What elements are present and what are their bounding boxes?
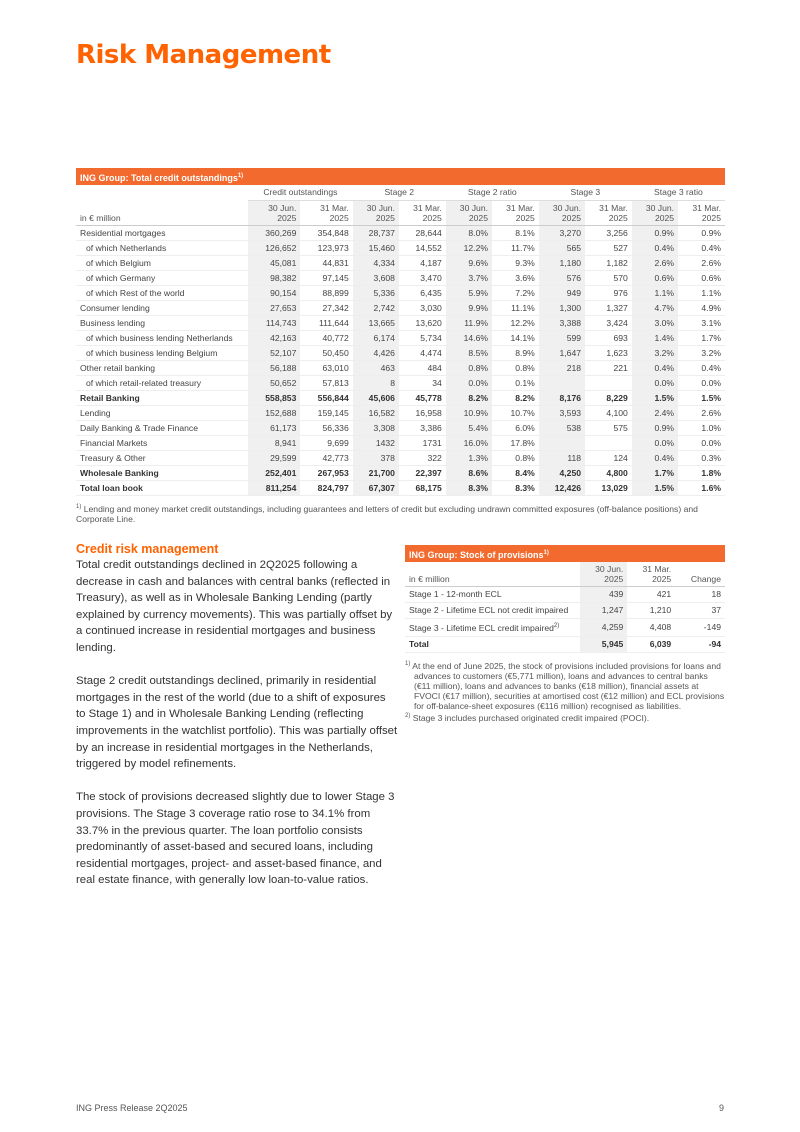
credit-table-footnote	[76, 502, 725, 524]
cell-value: 5.4%	[446, 421, 492, 436]
cell-value: 126,652	[248, 241, 300, 256]
row-label: of which Germany	[76, 271, 248, 286]
cell-value: 10.7%	[492, 406, 539, 421]
date-header: 30 Jun. 2025	[353, 201, 399, 226]
cell-value: 1.0%	[678, 421, 725, 436]
table-row	[76, 331, 725, 346]
cell-value: 463	[353, 361, 399, 376]
cell-value: 17.8%	[492, 436, 539, 451]
provisions-footnotes	[405, 659, 725, 723]
table-row	[76, 256, 725, 271]
footnote-marker: 1)	[76, 504, 82, 510]
cell-value: 3.1%	[678, 316, 725, 331]
cell-value: 111,644	[300, 316, 352, 331]
cell-value: 3,424	[585, 316, 632, 331]
provisions-footnote	[405, 659, 725, 711]
cell-value: 0.4%	[632, 241, 678, 256]
cell-value: 8,176	[539, 391, 585, 406]
cell-value: 61,173	[248, 421, 300, 436]
table-row	[76, 391, 725, 406]
cell-value: 360,269	[248, 226, 300, 241]
row-label: of which Belgium	[76, 256, 248, 271]
table-row	[76, 466, 725, 481]
cell-value: 570	[585, 271, 632, 286]
cell-value: 12.2%	[446, 241, 492, 256]
date-header: 30 Jun. 2025	[248, 201, 300, 226]
paragraph: Total credit outstandings declined in 2Q2025 following a decrease in cash and balances with central banks (reflected in Treasury), as well as in Wholesale Banking Lending (partly explained by currency movements). This was partially offset by a continued increase in residential mortgages and business lending.	[76, 559, 393, 654]
cell-value: 27,653	[248, 301, 300, 316]
cell-value: 88,899	[300, 286, 352, 301]
cell-value	[585, 376, 632, 391]
cell-value: 2,742	[353, 301, 399, 316]
row-label: Other retail banking	[76, 361, 248, 376]
cell-value: 1.7%	[678, 331, 725, 346]
cell-value: 2.6%	[678, 406, 725, 421]
cell-value: 2.6%	[632, 256, 678, 271]
row-label: Daily Banking & Trade Finance	[76, 421, 248, 436]
cell-value: 484	[399, 361, 446, 376]
cell-value: 97,145	[300, 271, 352, 286]
cell-value: 3.6%	[492, 271, 539, 286]
cell-value: 14.6%	[446, 331, 492, 346]
cell-value: 13,665	[353, 316, 399, 331]
provisions-table-title	[405, 545, 725, 562]
cell-value: 16,582	[353, 406, 399, 421]
credit-table-title-text: ING Group: Total credit outstandings	[80, 173, 238, 183]
row-label: Consumer lending	[76, 301, 248, 316]
cell-value: 56,336	[300, 421, 352, 436]
row-label-text: Stage 2 - Lifetime ECL not credit impaired	[409, 605, 569, 615]
cell-value: 3.2%	[678, 346, 725, 361]
cell-value: 3,308	[353, 421, 399, 436]
row-label	[405, 603, 580, 619]
cell-value: 0.9%	[632, 226, 678, 241]
cell-value: 8	[353, 376, 399, 391]
date-header: 31 Mar. 2025	[492, 201, 539, 226]
row-label-text: Stage 3 - Lifetime ECL credit impaired	[409, 622, 554, 633]
cell-value: 3,608	[353, 271, 399, 286]
cell-value: 824,797	[300, 481, 352, 496]
cell-value: 50,652	[248, 376, 300, 391]
blank-cell	[76, 185, 248, 201]
credit-outstandings-table-block	[76, 168, 725, 524]
provisions-table-title-sup: 1)	[543, 550, 549, 556]
table-row	[76, 346, 725, 361]
cell-value	[539, 436, 585, 451]
cell-value: 9.6%	[446, 256, 492, 271]
cell-value: 13,620	[399, 316, 446, 331]
row-label: of which business lending Belgium	[76, 346, 248, 361]
cell-value: 8,229	[585, 391, 632, 406]
cell-value: 28,644	[399, 226, 446, 241]
cell-value: 57,813	[300, 376, 352, 391]
cell-value: 421	[627, 587, 675, 603]
table-row	[76, 361, 725, 376]
cell-value: 575	[585, 421, 632, 436]
cell-value: 1432	[353, 436, 399, 451]
cell-value: 6,174	[353, 331, 399, 346]
cell-value: 8.2%	[492, 391, 539, 406]
cell-value: 556,844	[300, 391, 352, 406]
date-header: 30 Jun. 2025	[539, 201, 585, 226]
cell-value: 44,831	[300, 256, 352, 271]
cell-value: 0.6%	[678, 271, 725, 286]
cell-value: 15,460	[353, 241, 399, 256]
cell-value: 252,401	[248, 466, 300, 481]
cell-value: 12,426	[539, 481, 585, 496]
cell-value: 0.0%	[632, 376, 678, 391]
cell-value: 4,187	[399, 256, 446, 271]
cell-value: 0.8%	[492, 361, 539, 376]
cell-value: 124	[585, 451, 632, 466]
cell-value: 5,734	[399, 331, 446, 346]
cell-value: 50,450	[300, 346, 352, 361]
table-row	[76, 226, 725, 241]
cell-value: 693	[585, 331, 632, 346]
date-header: 30 Jun. 2025	[632, 201, 678, 226]
row-label: of which Rest of the world	[76, 286, 248, 301]
cell-value: 1.7%	[632, 466, 678, 481]
row-label: of which business lending Netherlands	[76, 331, 248, 346]
cell-value: 14,552	[399, 241, 446, 256]
date-header: 30 Jun. 2025	[446, 201, 492, 226]
cell-value: 4.7%	[632, 301, 678, 316]
table-row	[405, 603, 725, 619]
cell-value: 439	[580, 587, 627, 603]
row-label: Retail Banking	[76, 391, 248, 406]
credit-table-title	[76, 168, 725, 185]
cell-value: 13,029	[585, 481, 632, 496]
row-label-text: Total	[409, 638, 429, 649]
cell-value: 8.9%	[492, 346, 539, 361]
footnote-marker: 1)	[405, 660, 411, 667]
footnote-text: At the end of June 2025, the stock of provisions included provisions for loans and advances to customers (€5,771 million), loans and advances to central banks (€11 million), loans and advances to banks (€18 million), financial assets at FVOCI (€17 million), securities at amortised cost (€12 million) and ECL provisions for off-balance-sheet exposures (€116 million) recognised as liabilities.	[412, 660, 725, 711]
cell-value: 558,853	[248, 391, 300, 406]
cell-value: 5.9%	[446, 286, 492, 301]
cell-value: 1.1%	[632, 286, 678, 301]
cell-value: 6.0%	[492, 421, 539, 436]
cell-value: 3.0%	[632, 316, 678, 331]
cell-value: 18	[675, 587, 725, 603]
cell-value: 22,397	[399, 466, 446, 481]
cell-value: 0.0%	[678, 376, 725, 391]
cell-value: 8.5%	[446, 346, 492, 361]
credit-risk-section	[76, 542, 398, 905]
cell-value: 10.9%	[446, 406, 492, 421]
table-row	[76, 421, 725, 436]
cell-value: 9,699	[300, 436, 352, 451]
cell-value: 42,163	[248, 331, 300, 346]
group-header: Credit outstandings	[248, 185, 353, 201]
date-header: 31 Mar. 2025	[399, 201, 446, 226]
row-label: Lending	[76, 406, 248, 421]
cell-value: 976	[585, 286, 632, 301]
page-number: 9	[718, 1103, 724, 1113]
credit-table-title-sup: 1)	[237, 173, 244, 179]
cell-value: 3,256	[585, 226, 632, 241]
cell-value: 218	[539, 361, 585, 376]
row-label	[405, 636, 580, 652]
row-label: Financial Markets	[76, 436, 248, 451]
footnote-marker: 2)	[405, 712, 411, 719]
cell-value: 0.9%	[632, 421, 678, 436]
cell-value: 9.9%	[446, 301, 492, 316]
row-label-text: Stage 1 - 12-month ECL	[409, 589, 502, 599]
cell-value: 527	[585, 241, 632, 256]
cell-value: 8.0%	[446, 226, 492, 241]
cell-value: 45,606	[353, 391, 399, 406]
cell-value: 378	[353, 451, 399, 466]
cell-value: 4,408	[627, 619, 675, 637]
row-label: Treasury & Other	[76, 451, 248, 466]
cell-value: 12.2%	[492, 316, 539, 331]
row-label: of which Netherlands	[76, 241, 248, 256]
group-header: Stage 3 ratio	[632, 185, 725, 201]
cell-value: 29,599	[248, 451, 300, 466]
date-header: 31 Mar. 2025	[585, 201, 632, 226]
cell-value: 811,254	[248, 481, 300, 496]
cell-value: 40,772	[300, 331, 352, 346]
row-label	[405, 587, 580, 603]
table-row	[76, 451, 725, 466]
cell-value: 1.8%	[678, 466, 725, 481]
cell-value	[585, 436, 632, 451]
column-header: Change	[675, 562, 725, 587]
date-header: 31 Mar. 2025	[678, 201, 725, 226]
cell-value: 3,388	[539, 316, 585, 331]
cell-value: 4,259	[580, 619, 627, 637]
cell-value: 1.5%	[632, 481, 678, 496]
cell-value: 1731	[399, 436, 446, 451]
cell-value: 2.4%	[632, 406, 678, 421]
cell-value: 63,010	[300, 361, 352, 376]
cell-value: 0.9%	[678, 226, 725, 241]
cell-value: 1,300	[539, 301, 585, 316]
provisions-table-title-text: ING Group: Stock of provisions	[409, 550, 544, 560]
cell-value: -149	[675, 619, 725, 637]
cell-value: 3.2%	[632, 346, 678, 361]
table-row	[76, 376, 725, 391]
cell-value: 7.2%	[492, 286, 539, 301]
cell-value: 0.4%	[632, 451, 678, 466]
row-label	[405, 619, 580, 637]
cell-value: 0.4%	[678, 361, 725, 376]
cell-value: 6,039	[627, 636, 675, 652]
table-row	[76, 301, 725, 316]
cell-value: 4,100	[585, 406, 632, 421]
table-row	[76, 316, 725, 331]
cell-value: 949	[539, 286, 585, 301]
cell-value: 4,334	[353, 256, 399, 271]
row-label: Residential mortgages	[76, 226, 248, 241]
cell-value: 14.1%	[492, 331, 539, 346]
cell-value: 16.0%	[446, 436, 492, 451]
row-label: Total loan book	[76, 481, 248, 496]
cell-value: 0.3%	[678, 451, 725, 466]
column-header: 30 Jun. 2025	[580, 562, 627, 587]
cell-value: 11.7%	[492, 241, 539, 256]
cell-value: 0.1%	[492, 376, 539, 391]
group-header: Stage 2 ratio	[446, 185, 539, 201]
cell-value: 4,426	[353, 346, 399, 361]
cell-value: 0.0%	[678, 436, 725, 451]
group-header: Stage 2	[353, 185, 446, 201]
section-heading: Credit risk management	[76, 542, 219, 556]
cell-value: 6,435	[399, 286, 446, 301]
cell-value: 576	[539, 271, 585, 286]
cell-value: 16,958	[399, 406, 446, 421]
cell-value: 159,145	[300, 406, 352, 421]
cell-value: 0.8%	[492, 451, 539, 466]
cell-value: 67,307	[353, 481, 399, 496]
cell-value: 8.4%	[492, 466, 539, 481]
cell-value: 21,700	[353, 466, 399, 481]
cell-value: 267,953	[300, 466, 352, 481]
cell-value: 1.5%	[632, 391, 678, 406]
table-row	[76, 286, 725, 301]
cell-value: 1.5%	[678, 391, 725, 406]
sub-header-row	[76, 201, 725, 226]
cell-value: 52,107	[248, 346, 300, 361]
cell-value: 1,247	[580, 603, 627, 619]
cell-value: 0.4%	[632, 361, 678, 376]
row-label: of which retail-related treasury	[76, 376, 248, 391]
cell-value: 1.4%	[632, 331, 678, 346]
date-header: 31 Mar. 2025	[300, 201, 352, 226]
cell-value: 3,470	[399, 271, 446, 286]
paragraph: Stage 2 credit outstandings declined, primarily in residential mortgages in the rest of the world (due to a shift of exposures to Stage 1) and in Wholesale Banking Lending (reflecting improvements in the watchlist portfolio). This was partially offset by an increase in residential mortgages in the Netherlands, triggered by model refinements.	[76, 675, 398, 771]
cell-value: 98,382	[248, 271, 300, 286]
unit-label: in € million	[76, 201, 248, 226]
cell-value: 11.1%	[492, 301, 539, 316]
cell-value: 1.1%	[678, 286, 725, 301]
table-row	[76, 481, 725, 496]
cell-value: 3,593	[539, 406, 585, 421]
cell-value: 1,623	[585, 346, 632, 361]
paragraph: The stock of provisions decreased slightly due to lower Stage 3 provisions. The Stage 3 coverage ratio rose to 34.1% from 33.7% in the previous quarter. The loan portfolio consists predominantly of asset-based and secured loans, including residential mortgages, project- and asset-based finance, and real estate finance, with generally low loan-to-value ratios.	[76, 791, 395, 887]
cell-value: 8,941	[248, 436, 300, 451]
cell-value: 8.1%	[492, 226, 539, 241]
column-header: 31 Mar. 2025	[627, 562, 675, 587]
provisions-footnote	[405, 711, 725, 723]
cell-value: 4,250	[539, 466, 585, 481]
credit-outstandings-table	[76, 185, 725, 496]
table-row	[405, 619, 725, 637]
cell-value	[539, 376, 585, 391]
cell-value: 8.6%	[446, 466, 492, 481]
table-row	[76, 271, 725, 286]
cell-value: 5,336	[353, 286, 399, 301]
table-row	[76, 436, 725, 451]
cell-value: 9.3%	[492, 256, 539, 271]
cell-value: 322	[399, 451, 446, 466]
page-title: Risk Management	[76, 40, 331, 70]
provisions-table	[405, 562, 725, 653]
cell-value: 90,154	[248, 286, 300, 301]
cell-value: 5,945	[580, 636, 627, 652]
cell-value: 0.6%	[632, 271, 678, 286]
cell-value: 1.3%	[446, 451, 492, 466]
group-header-row	[76, 185, 725, 201]
header-row	[405, 562, 725, 587]
cell-value: 0.0%	[632, 436, 678, 451]
cell-value: 1,182	[585, 256, 632, 271]
cell-value: 8.3%	[446, 481, 492, 496]
cell-value: 27,342	[300, 301, 352, 316]
cell-value: 0.0%	[446, 376, 492, 391]
cell-value: 2.6%	[678, 256, 725, 271]
group-header: Stage 3	[539, 185, 632, 201]
cell-value: 1,180	[539, 256, 585, 271]
cell-value: 42,773	[300, 451, 352, 466]
cell-value: -94	[675, 636, 725, 652]
cell-value: 28,737	[353, 226, 399, 241]
cell-value: 123,973	[300, 241, 352, 256]
cell-value: 599	[539, 331, 585, 346]
table-row	[76, 241, 725, 256]
cell-value: 354,848	[300, 226, 352, 241]
footnote-text: Stage 3 includes purchased originated credit impaired (POCI).	[412, 712, 650, 723]
cell-value: 11.9%	[446, 316, 492, 331]
cell-value: 4,800	[585, 466, 632, 481]
cell-value: 152,688	[248, 406, 300, 421]
cell-value: 118	[539, 451, 585, 466]
unit-label: in € million	[405, 562, 580, 587]
footnote-marker: 2)	[553, 623, 560, 629]
cell-value: 34	[399, 376, 446, 391]
footer-publication: ING Press Release 2Q2025	[76, 1103, 188, 1113]
cell-value: 45,778	[399, 391, 446, 406]
cell-value: 3,270	[539, 226, 585, 241]
cell-value: 0.4%	[678, 241, 725, 256]
cell-value: 3.7%	[446, 271, 492, 286]
cell-value: 1,210	[627, 603, 675, 619]
cell-value: 8.3%	[492, 481, 539, 496]
cell-value: 0.8%	[446, 361, 492, 376]
row-label: Business lending	[76, 316, 248, 331]
cell-value: 1,647	[539, 346, 585, 361]
table-row	[405, 587, 725, 603]
cell-value: 114,743	[248, 316, 300, 331]
table-row	[76, 406, 725, 421]
table-row	[405, 636, 725, 652]
cell-value: 4,474	[399, 346, 446, 361]
cell-value: 1,327	[585, 301, 632, 316]
cell-value: 1.6%	[678, 481, 725, 496]
footnote-text: Lending and money market credit outstandings, including guarantees and letters of credit but excluding undrawn committed exposures (off-balance positions) and Corporate Line.	[76, 503, 698, 524]
row-label: Wholesale Banking	[76, 466, 248, 481]
cell-value: 3,030	[399, 301, 446, 316]
cell-value: 565	[539, 241, 585, 256]
cell-value: 56,188	[248, 361, 300, 376]
cell-value: 538	[539, 421, 585, 436]
provisions-table-block	[405, 545, 725, 723]
cell-value: 4.9%	[678, 301, 725, 316]
cell-value: 8.2%	[446, 391, 492, 406]
cell-value: 68,175	[399, 481, 446, 496]
cell-value: 3,386	[399, 421, 446, 436]
cell-value: 221	[585, 361, 632, 376]
cell-value: 45,081	[248, 256, 300, 271]
cell-value: 37	[675, 603, 725, 619]
